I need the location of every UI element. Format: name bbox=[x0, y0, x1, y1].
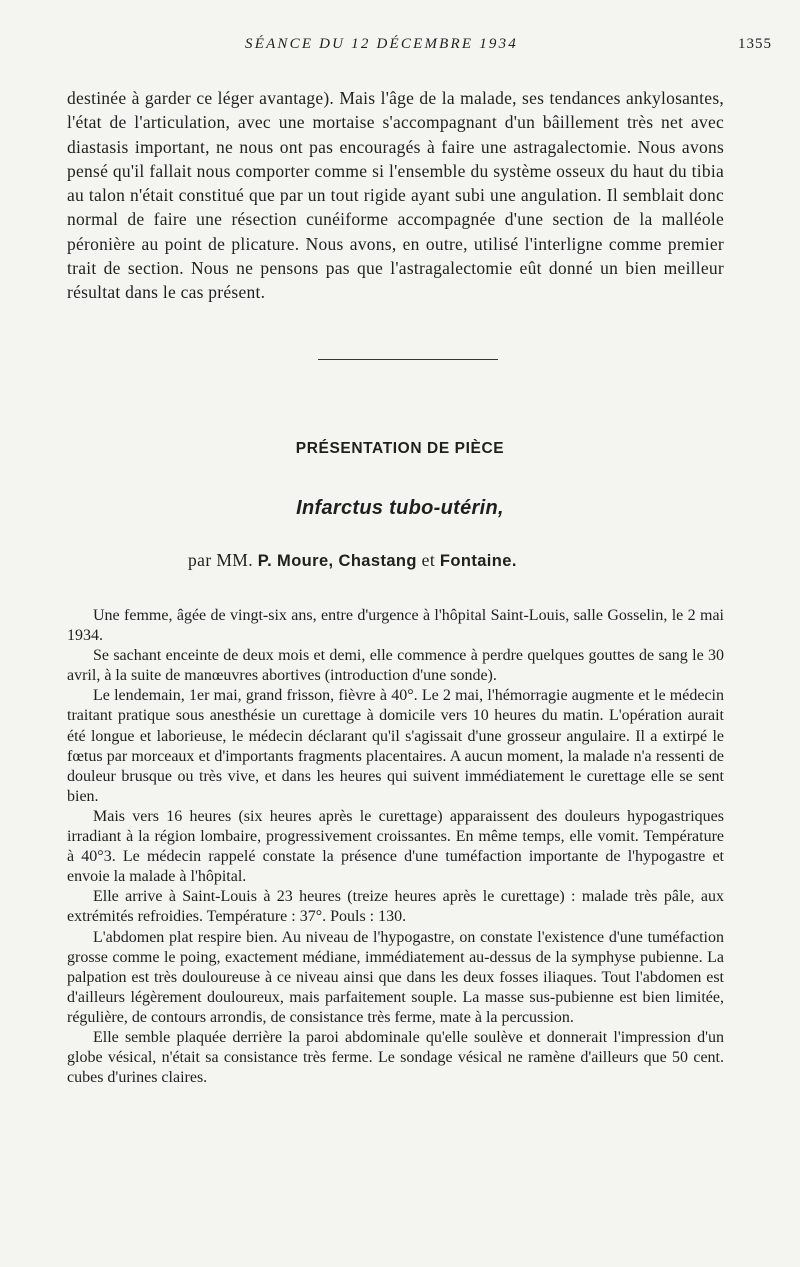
byline-prefix: par MM. bbox=[188, 550, 254, 570]
article-title: Infarctus tubo-utérin, bbox=[296, 497, 504, 519]
byline-last-author: Fontaine. bbox=[439, 552, 517, 570]
paragraph: Elle arrive à Saint-Louis à 23 heures (treize heures après le curettage) : malade très pâle, aux extrémités refroidies. Température : 37°. Pouls : 130. bbox=[67, 888, 724, 926]
section-heading: PRÉSENTATION DE PIÈCE bbox=[295, 440, 505, 457]
paragraph: Le lendemain, 1er mai, grand frisson, fièvre à 40°. Le 2 mai, l'hémorragie augmente et le médecin traitant pratique sous anesthésie un curettage à domicile vers 10 heures du matin. L'opération aurait été longue et laborieuse, le médecin déclarant qu'il s'agissait d'une grosseur angulaire. Il a extirpé le fœtus par morceaux et d'importants fragments placentaires. A aucun moment, la malade n'a ressenti de douleur brusque ou très vive, et dans les heures qui suivent immédiatement le curettage elle se sent bien. bbox=[67, 687, 724, 805]
byline bbox=[188, 550, 517, 571]
byline-authors: P. Moure, Chastang bbox=[257, 552, 417, 570]
running-header bbox=[0, 36, 800, 60]
paragraph: Elle semble plaquée derrière la paroi abdominale qu'elle soulève et donnerait l'impression d'un globe vésical, n'était sa consistance très ferme. Le sondage vésical ne ramène d'ailleurs que 50 cent. cubes d'urines claires. bbox=[67, 1028, 724, 1087]
paragraph: Une femme, âgée de vingt-six ans, entre d'urgence à l'hôpital Saint-Louis, salle Gosselin, le 2 mai 1934. bbox=[67, 607, 724, 645]
section-divider bbox=[318, 359, 498, 360]
paragraph: Mais vers 16 heures (six heures après le curettage) apparaissent des douleurs hypogastriques irradiant à la région lombaire, progressivement croissantes. En même temps, elle vomit. Température à 40°3. Le médecin rappelé constate la présence d'une tuméfaction importante de l'hypogastre et envoie la malade à l'hôpital. bbox=[67, 807, 724, 886]
case-report bbox=[67, 606, 724, 1088]
continued-text bbox=[67, 86, 724, 305]
paragraph: Se sachant enceinte de deux mois et demi, elle commence à perdre quelques gouttes de sang le 30 avril, à la suite de manœuvres abortives (introduction d'une sonde). bbox=[67, 647, 724, 685]
byline-conjunction: et bbox=[421, 550, 436, 570]
page-number: 1355 bbox=[738, 36, 772, 52]
paragraph: destinée à garder ce léger avantage). Mais l'âge de la malade, ses tendances ankylosantes, l'état de l'articulation, avec une mortaise s'accompagnant d'un bâillement très net avec diastasis important, ne nous ont pas encouragés à faire une astragalectomie. Nous avons pensé qu'il fallait nous comporter comme si l'ensemble du système osseux du haut du tibia au talon n'était constitué que par un tout rigide ayant subi une angulation. Il semblait donc normal de faire une résection cunéiforme accompagnée d'une section de la malléole péronière au point de plicature. Nous avons, en outre, utilisé l'interligne comme premier trait de section. Nous ne pensons pas que l'astragalectomie eût donné un bien meilleur résultat dans le cas présent. bbox=[67, 88, 724, 303]
paragraph: L'abdomen plat respire bien. Au niveau de l'hypogastre, on constate l'existence d'une tuméfaction grosse comme le poing, exactement médiane, immédiatement au-dessus de la symphyse pubienne. La palpation est très douloureuse à ce niveau ainsi que dans les deux fosses iliaques. Tout l'abdomen est d'ailleurs légèrement douloureux, mais parfaitement souple. La masse sus-pubienne est bien limitée, régulière, de contours arrondis, de consistance très ferme, mate à la percussion. bbox=[67, 928, 724, 1026]
running-title: SÉANCE DU 12 DÉCEMBRE 1934 bbox=[245, 36, 519, 52]
